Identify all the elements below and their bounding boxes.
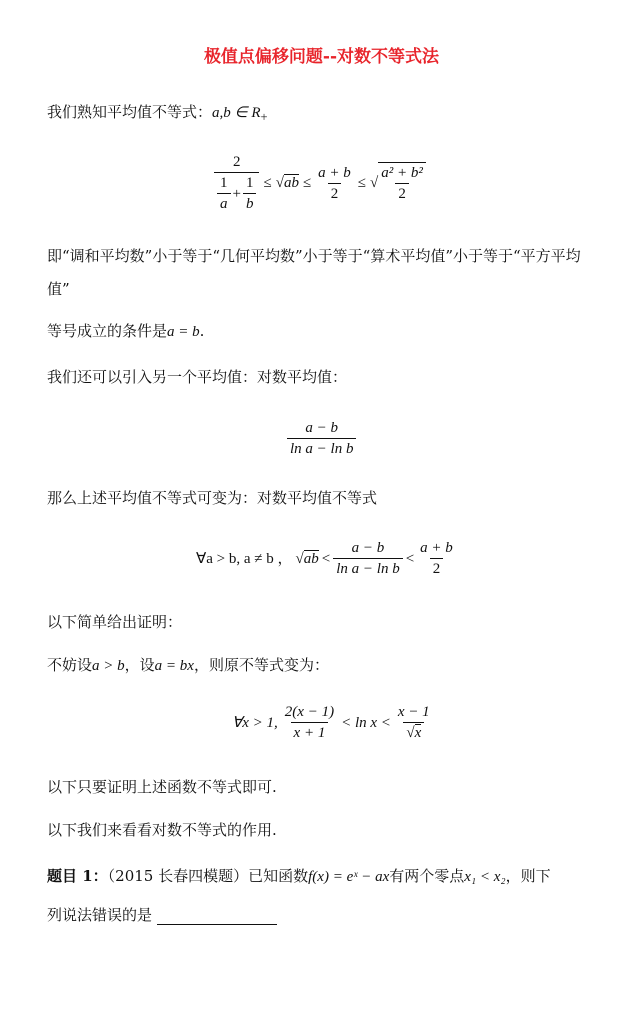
log-mean-intro: 我们还可以引入另一个平均值：对数平均值： xyxy=(47,368,348,386)
proof-line: 以下简单给出证明： xyxy=(47,613,183,631)
harmonic-mean: 2 $\frac{1}{a}$ + $\frac{1}{b}$ xyxy=(214,152,259,214)
assume-line: 不妨设a > b，设a = bx，则原不等式变为： xyxy=(47,656,329,674)
answer-blank xyxy=(157,908,277,925)
arithmetic-mean: $\frac{a + b}{2}$ xyxy=(318,164,351,202)
look-line: 以下我们来看看对数不等式的作用. xyxy=(47,821,277,839)
then-line: 那么上述平均值不等式可变为：对数平均值不等式 xyxy=(47,489,378,507)
page-title: 极值点偏移问题--对数不等式法 xyxy=(203,47,440,67)
geometric-mean: √ab xyxy=(275,175,299,191)
problem-line-1: 题目 1：（2015 长春四模题）已知函数f(x) = eˣ − ax有两个零点x₁ < x₂，则下 xyxy=(47,867,551,885)
mean-inequality xyxy=(214,152,426,214)
intro-math: a,b ∈ R xyxy=(212,105,261,121)
means-explanation-cont: 值” xyxy=(47,280,70,298)
log-mean: $\frac{a - b}{\text{ln a − ln b}}$ xyxy=(287,418,356,459)
function-inequality: ∀x > 1, $\frac{2(x - 1)}{x + 1}$ < ln x < $\frac{x - 1}{√x}$ xyxy=(232,704,430,741)
le-sign: ≤ xyxy=(263,175,272,191)
intro-text: 我们熟知平均值不等式： xyxy=(47,103,213,121)
le-sign: ≤ xyxy=(302,175,312,191)
intro-line xyxy=(47,102,268,127)
equality-condition: 等号成立的条件是a = b. xyxy=(47,322,205,340)
quadratic-mean: √ $\frac{\text{a² + b²}}{2}$ xyxy=(370,162,426,204)
intro-math-sub: + xyxy=(260,110,268,124)
le-sign: ≤ xyxy=(357,175,367,191)
problem-label: 题目 1： xyxy=(47,867,108,885)
problem-line-2: 列说法错误的是 xyxy=(47,905,277,925)
log-mean-inequality: ∀a > b, a ≠ b ， √ab < $\frac{a - b}{\text{ln a − ln b}}$ < $\frac{a + b}{2}$ xyxy=(196,540,453,577)
prove-function-line: 以下只要证明上述函数不等式即可. xyxy=(47,778,277,796)
means-explanation: 即“调和平均数”小于等于“几何平均数”小于等于“算术平均值”小于等于“平方平均 xyxy=(47,247,581,265)
